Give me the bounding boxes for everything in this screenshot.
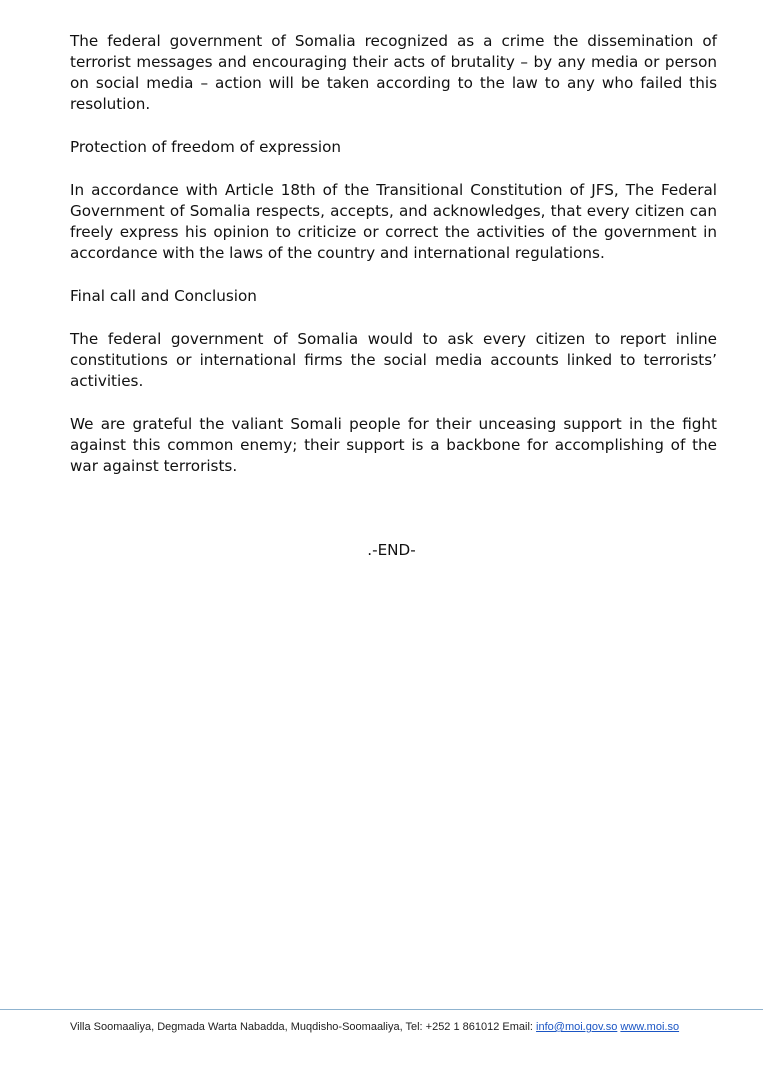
end-marker: .-END- [367, 541, 416, 559]
footer-email-link[interactable]: info@moi.gov.so [536, 1021, 618, 1033]
paragraph-article-18: In accordance with Article 18th of the Transitional Constitution of JFS, The Federal Government of Somalia respects, accepts, and acknowledges, that every citizen can freely express his opinion to criticize or correct the activities of the government in accordance with the laws of the country and international regulations. [70, 181, 717, 262]
footer-website-link[interactable]: www.moi.so [620, 1021, 680, 1033]
footer-address: Villa Soomaaliya, Degmada Warta Nabadda, Muqdisho-Soomaaliya, Tel: +252 1 861012 Email: [70, 1021, 537, 1033]
heading-final-call: Final call and Conclusion [70, 287, 257, 305]
footer-divider [0, 1009, 763, 1010]
footer [70, 1020, 750, 1034]
paragraph-terrorist-messages: The federal government of Somalia recognized as a crime the dissemination of terrorist messages and encouraging their acts of brutality – by any media or person on social media – action will be taken according to the law to any who failed this resolution. [70, 32, 717, 113]
heading-freedom-of-expression: Protection of freedom of expression [70, 138, 342, 156]
paragraph-report-accounts: The federal government of Somalia would to ask every citizen to report inline constitutions or international firms the social media accounts linked to terrorists’ activities. [70, 330, 717, 390]
paragraph-gratitude: We are grateful the valiant Somali people for their unceasing support in the fight against this common enemy; their support is a backbone for accomplishing of the war against terrorists. [70, 415, 717, 475]
document-body [70, 31, 717, 499]
